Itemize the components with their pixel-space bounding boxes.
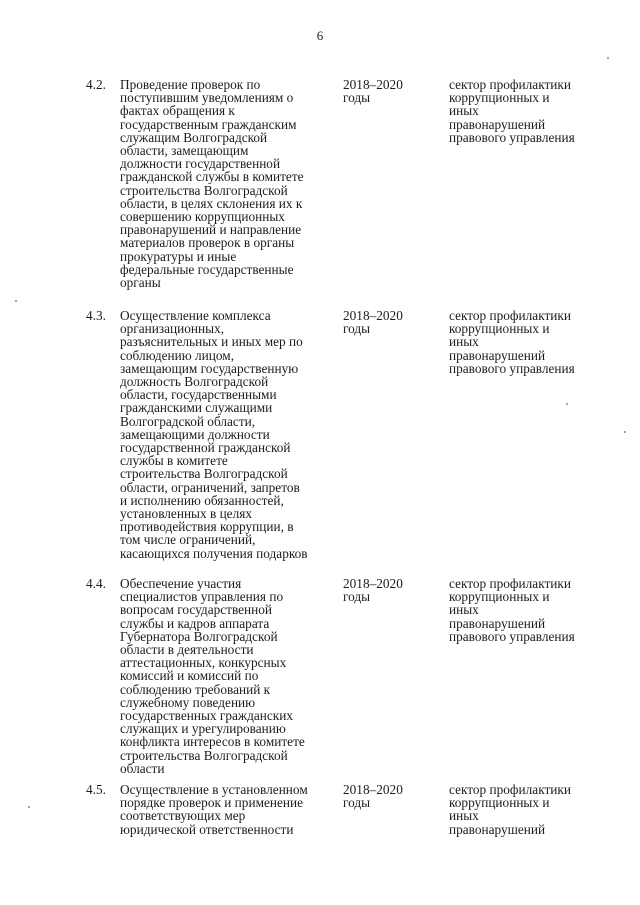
item-number: 4.3. xyxy=(86,308,106,323)
scan-speck xyxy=(624,431,626,433)
item-executor: сектор профилактики коррупционных и иных правонарушений xyxy=(449,782,571,837)
item-description: Проведение проверок по поступившим уведомлениям о фактах обращения к государственным гражданским служащим Волгоградской области, замещающим должности государственной гражданской службы в комитете строительства Волгоградской области, в целях склонения их к совершению коррупционных правонарушений и направление материалов проверок в органы прокуратуры и иные федеральные государственные органы xyxy=(120,77,304,291)
item-number: 4.5. xyxy=(86,782,106,797)
item-description: Осуществление комплекса организационных, разъяснительных и иных мер по соблюдению лицом, замещающим государственную должность Волгоградской области, государственными гражданскими служащими Волгоградской области, замещающими должности государственной гражданской службы в комитете строительства Волгоградской области, ограничений, запретов и исполнению обязанностей, установленных в целях противодействия коррупции, в том числе ограничений, касающихся получения подарков xyxy=(120,308,308,561)
scan-speck xyxy=(28,806,30,808)
item-number: 4.4. xyxy=(86,576,106,591)
item-term: 2018–2020 годы xyxy=(343,576,403,605)
scan-speck xyxy=(566,403,568,405)
page-number: 6 xyxy=(316,28,324,43)
scan-speck xyxy=(15,300,17,302)
scan-speck xyxy=(607,57,609,59)
item-executor: сектор профилактики коррупционных и иных правонарушений правового управления xyxy=(449,77,575,145)
item-description: Обеспечение участия специалистов управления по вопросам государственной службы и кадров аппарата Губернатора Волгоградской области в деятельности аттестационных, конкурсных комиссий и комиссий по соблюдению требований к служебному поведению государственных гражданских служащих и урегулированию конфликта интересов в комитете строительства Волгоградской области xyxy=(120,576,305,776)
item-term: 2018–2020 годы xyxy=(343,308,403,337)
item-number: 4.2. xyxy=(86,77,106,92)
item-description: Осуществление в установленном порядке проверок и применение соответствующих мер юридической ответственности xyxy=(120,782,308,837)
item-term: 2018–2020 годы xyxy=(343,77,403,106)
item-executor: сектор профилактики коррупционных и иных правонарушений правового управления xyxy=(449,576,575,644)
item-executor: сектор профилактики коррупционных и иных правонарушений правового управления xyxy=(449,308,575,376)
item-term: 2018–2020 годы xyxy=(343,782,403,811)
